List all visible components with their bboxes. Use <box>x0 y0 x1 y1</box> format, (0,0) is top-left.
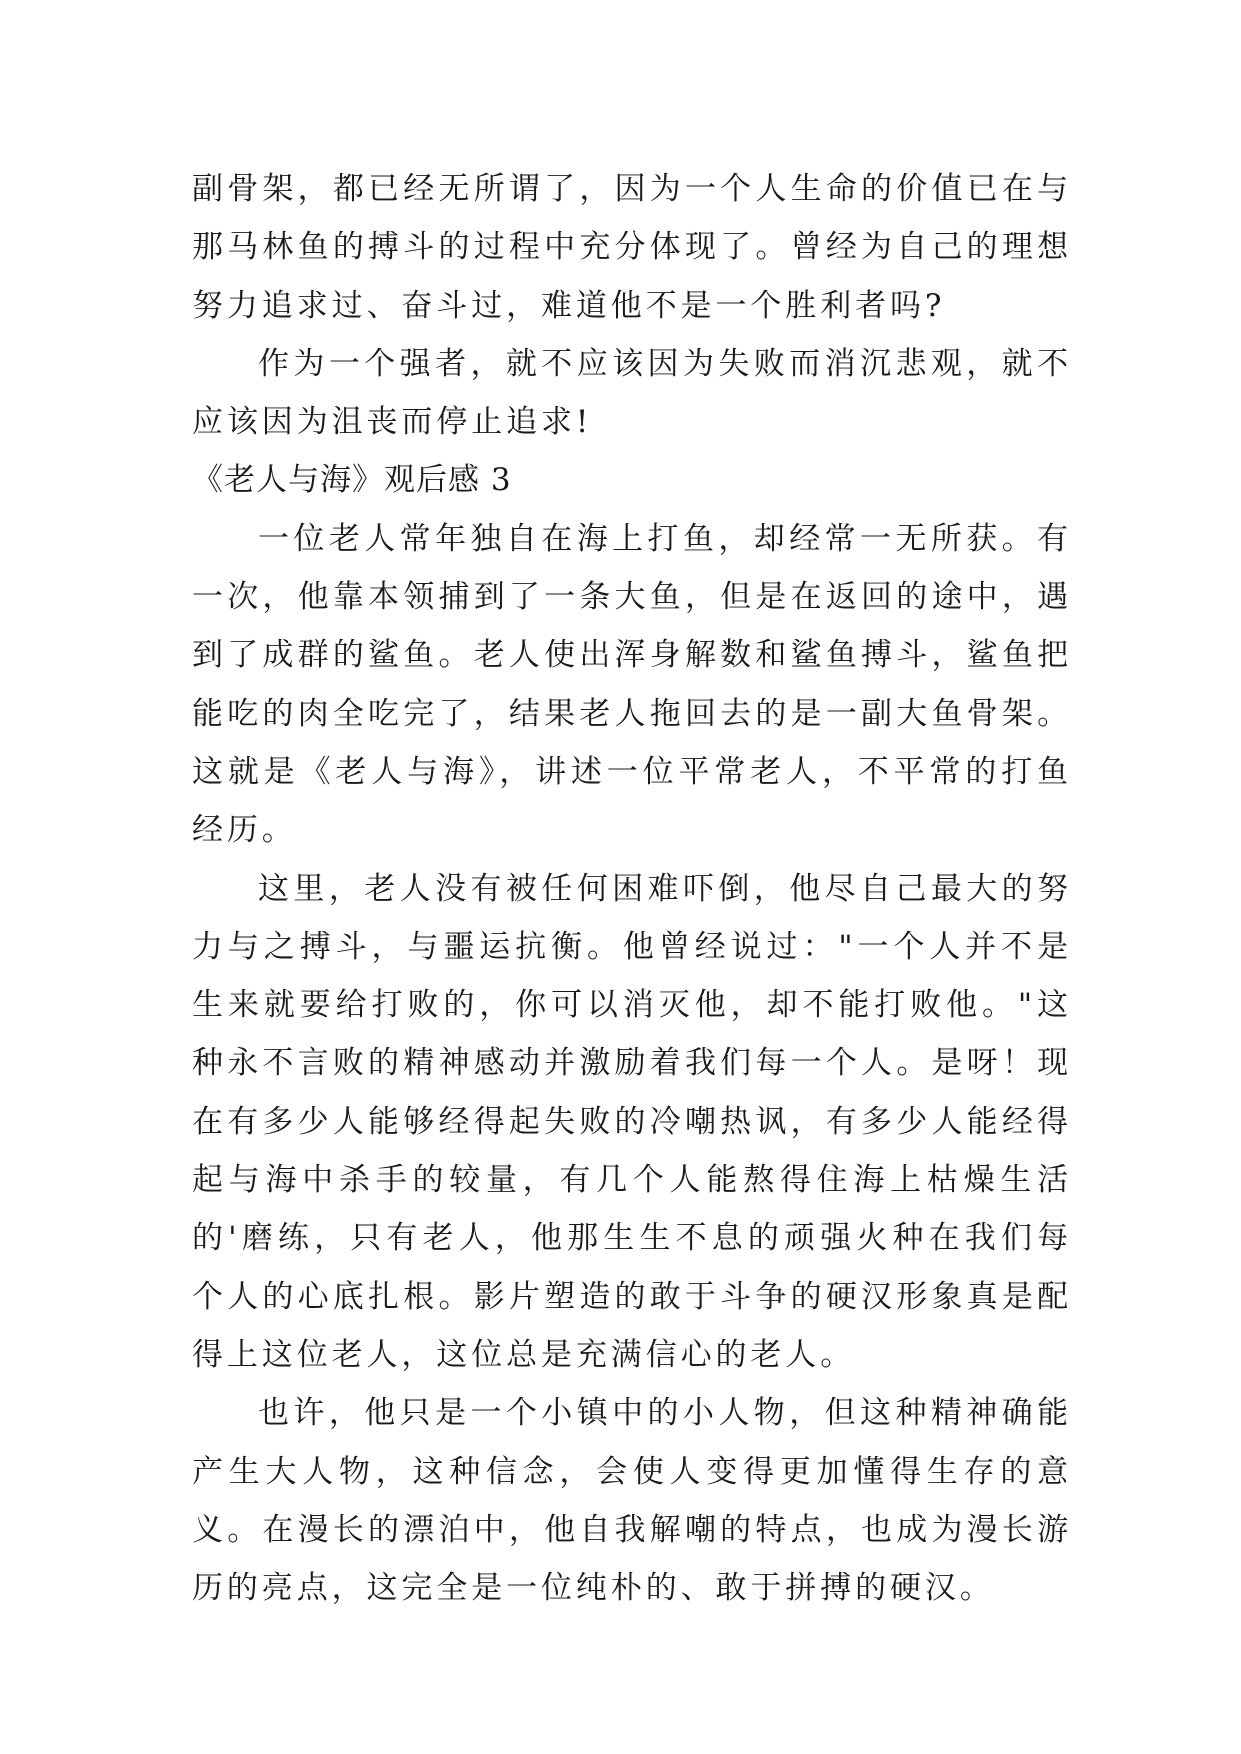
section-paragraph-2: 这里，老人没有被任何困难吓倒，他尽自己最大的努力与之搏斗，与噩运抗衡。他曾经说过："一个人并不是生来就要给打败的，你可以消灭他，却不能打败他。"这种永不言败的精神感动并激励着我们每一个人。是呀！现在有多少人能够经得起失败的冷嘲热讽，有多少人能经得起与海中杀手的较量，有几个人能熬得住海上枯燥生活的'磨练，只有老人，他那生生不息的顽强火种在我们每个人的心底扎根。影片塑造的敢于斗争的硬汉形象真是配得上这位老人，这位总是充满信心的老人。 <box>192 870 1072 1373</box>
section-paragraph-3: 也许，他只是一个小镇中的小人物，但这种精神确能产生大人物，这种信念，会使人变得更加懂得生存的意义。在漫长的漂泊中，他自我解嘲的特点，也成为漫长游历的亮点，这完全是一位纯朴的、敢于拼搏的硬汉。 <box>192 1395 1072 1607</box>
paragraph-conclusion: 作为一个强者，就不应该因为失败而消沉悲观，就不应该因为沮丧而停止追求! <box>192 345 1072 441</box>
section-title: 《老人与海》观后感 3 <box>192 462 512 499</box>
paragraph-continuation: 副骨架，都已经无所谓了，因为一个人生命的价值已在与那马林鱼的搏斗的过程中充分体现了。曾经为自己的理想努力追求过、奋斗过，难道他不是一个胜利者吗? <box>192 171 1072 324</box>
section-paragraph-1: 一位老人常年独自在海上打鱼，却经常一无所获。有一次，他靠本领捕到了一条大鱼，但是在返回的途中，遇到了成群的鲨鱼。老人使出浑身解数和鲨鱼搏斗，鲨鱼把能吃的肉全吃完了，结果老人拖回去的是一副大鱼骨架。这就是《老人与海》，讲述一位平常老人，不平常的打鱼经历。 <box>192 520 1072 849</box>
document-body <box>192 160 1072 1617</box>
